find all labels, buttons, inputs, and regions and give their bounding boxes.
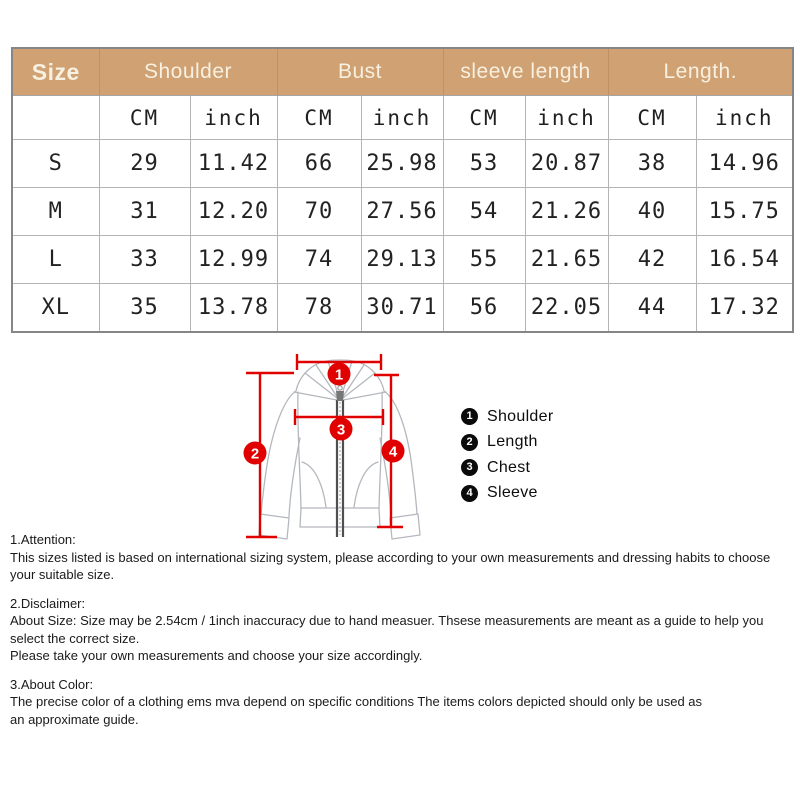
disclaimer-body-line2: Please take your own measurements and choose your size accordingly. bbox=[10, 648, 423, 663]
table-cell: 29.13 bbox=[361, 236, 443, 284]
number-1-icon: 1 bbox=[461, 408, 478, 425]
size-cell: M bbox=[12, 188, 99, 236]
marker-4 bbox=[382, 440, 405, 463]
svg-text:3: 3 bbox=[336, 421, 346, 439]
unit-cell: inch bbox=[190, 96, 277, 140]
about-color-section bbox=[10, 676, 796, 729]
table-row-xl bbox=[12, 284, 793, 333]
table-cell: 16.54 bbox=[696, 236, 793, 284]
table-cell: 14.96 bbox=[696, 140, 793, 188]
table-cell: 27.56 bbox=[361, 188, 443, 236]
marker-2 bbox=[244, 442, 267, 465]
table-cell: 20.87 bbox=[525, 140, 608, 188]
measurement-legend bbox=[461, 404, 553, 506]
unit-cell: CM bbox=[99, 96, 190, 140]
number-4-icon: 4 bbox=[461, 485, 478, 502]
table-cell: 70 bbox=[277, 188, 361, 236]
unit-cell: CM bbox=[277, 96, 361, 140]
legend-label: Length bbox=[487, 433, 538, 451]
table-cell: 55 bbox=[443, 236, 525, 284]
unit-cell: inch bbox=[361, 96, 443, 140]
size-cell: L bbox=[12, 236, 99, 284]
header-length: Length. bbox=[608, 48, 793, 96]
table-cell: 54 bbox=[443, 188, 525, 236]
table-cell: 44 bbox=[608, 284, 696, 333]
unit-cell: inch bbox=[696, 96, 793, 140]
table-cell: 12.99 bbox=[190, 236, 277, 284]
number-3-icon: 3 bbox=[461, 459, 478, 476]
legend-label: Shoulder bbox=[487, 407, 554, 425]
table-cell: 35 bbox=[99, 284, 190, 333]
size-cell: S bbox=[12, 140, 99, 188]
legend-label: Chest bbox=[487, 458, 531, 476]
table-cell: 40 bbox=[608, 188, 696, 236]
legend-item-sleeve bbox=[461, 481, 553, 507]
table-cell: 25.98 bbox=[361, 140, 443, 188]
unit-cell: inch bbox=[525, 96, 608, 140]
attention-title: 1.Attention: bbox=[10, 532, 76, 547]
table-cell: 29 bbox=[99, 140, 190, 188]
marker-3 bbox=[330, 418, 353, 441]
size-table-container bbox=[11, 47, 794, 333]
disclaimer-section bbox=[10, 595, 796, 665]
table-cell: 38 bbox=[608, 140, 696, 188]
about-color-body-line2: an approximate guide. bbox=[10, 711, 139, 727]
table-cell: 30.71 bbox=[361, 284, 443, 333]
table-cell: 12.20 bbox=[190, 188, 277, 236]
svg-text:2: 2 bbox=[250, 445, 260, 463]
legend-item-shoulder bbox=[461, 404, 553, 430]
marker-1 bbox=[328, 363, 351, 386]
table-row-m bbox=[12, 188, 793, 236]
table-units-row bbox=[12, 96, 793, 140]
notes-section bbox=[10, 531, 796, 739]
table-cell: 17.32 bbox=[696, 284, 793, 333]
attention-section bbox=[10, 531, 796, 584]
attention-body: This sizes listed is based on international sizing system, please according to your own measurements and dressing habits to choose your suitable size. bbox=[10, 549, 771, 582]
table-cell: 66 bbox=[277, 140, 361, 188]
disclaimer-title: 2.Disclaimer: bbox=[10, 595, 86, 611]
table-cell: 53 bbox=[443, 140, 525, 188]
table-cell: 78 bbox=[277, 284, 361, 333]
zipper bbox=[336, 386, 344, 537]
number-2-icon: 2 bbox=[461, 434, 478, 451]
header-bust: Bust bbox=[277, 48, 443, 96]
table-cell: 21.26 bbox=[525, 188, 608, 236]
svg-text:1: 1 bbox=[334, 366, 344, 384]
legend-label: Sleeve bbox=[487, 484, 538, 502]
table-cell: 74 bbox=[277, 236, 361, 284]
table-cell: 15.75 bbox=[696, 188, 793, 236]
table-cell: 33 bbox=[99, 236, 190, 284]
table-cell: 22.05 bbox=[525, 284, 608, 333]
unit-cell: CM bbox=[443, 96, 525, 140]
legend-item-chest bbox=[461, 455, 553, 481]
table-row-l bbox=[12, 236, 793, 284]
table-row-s bbox=[12, 140, 793, 188]
table-cell: 31 bbox=[99, 188, 190, 236]
table-cell: 21.65 bbox=[525, 236, 608, 284]
header-size: Size bbox=[12, 48, 99, 96]
table-cell: 56 bbox=[443, 284, 525, 333]
header-shoulder: Shoulder bbox=[99, 48, 277, 96]
legend-item-length bbox=[461, 430, 553, 456]
units-empty-cell bbox=[12, 96, 99, 140]
disclaimer-body-line1: About Size: Size may be 2.54cm / 1inch inaccuracy due to hand measuer. Thsese measurements are meant as a guide to help you select the correct size. bbox=[10, 613, 764, 646]
unit-cell: CM bbox=[608, 96, 696, 140]
about-color-title: 3.About Color: bbox=[10, 676, 94, 692]
table-cell: 13.78 bbox=[190, 284, 277, 333]
table-cell: 42 bbox=[608, 236, 696, 284]
size-table bbox=[11, 47, 794, 333]
header-sleeve-length: sleeve length bbox=[443, 48, 608, 96]
table-cell: 11.42 bbox=[190, 140, 277, 188]
size-cell: XL bbox=[12, 284, 99, 333]
svg-text:4: 4 bbox=[388, 443, 398, 461]
table-header-row bbox=[12, 48, 793, 96]
about-color-body-line1: The precise color of a clothing ems mva depend on specific conditions The items colors depicted should only be used as bbox=[10, 694, 703, 709]
